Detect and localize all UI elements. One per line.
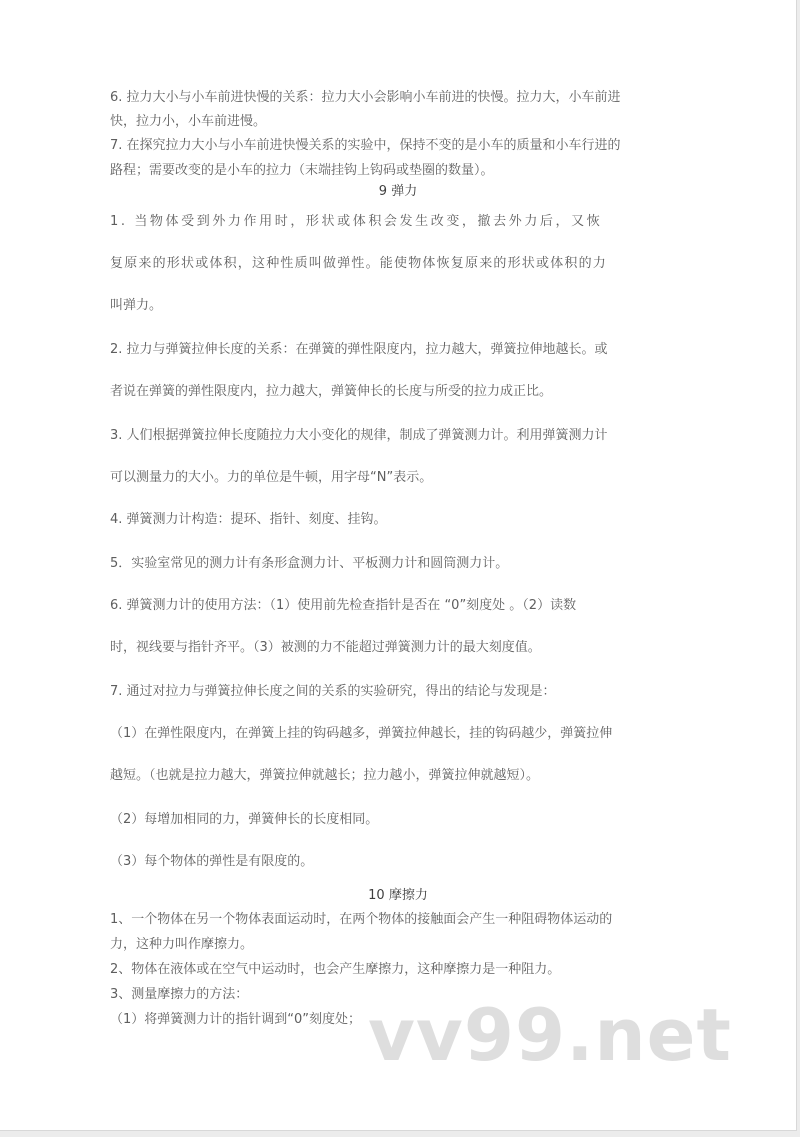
section-heading-10: 10 摩擦力 (368, 888, 428, 903)
text-line: 1、一个物体在另一个物体表面运动时，在两个物体的接触面会产生一种阻碍物体运动的 (110, 912, 613, 927)
text-line: 1. 当物体受到外力作用时，形状或体积会发生改变，撤去外力后，又恢 (110, 214, 603, 229)
text-line: 快，拉力小，小车前进慢。 (110, 114, 267, 129)
section-heading-9: 9 弹力 (378, 184, 418, 199)
text-line: 越短。（也就是拉力越大，弹簧拉伸就越长；拉力越小，弹簧拉伸就越短）。 (110, 768, 540, 783)
text-line: 力，这种力叫作摩擦力。 (110, 937, 254, 952)
text-line: 5．实验室常见的测力计有条形盒测力计、平板测力计和圆筒测力计。 (110, 556, 509, 571)
text-line: 叫弹力。 (110, 298, 163, 313)
text-line: 6. 弹簧测力计的使用方法：（1）使用前先检查指针是否在 “0”刻度处 。（2）读数 (110, 598, 577, 613)
text-line: 可以测量力的大小。力的单位是牛顿，用字母“N”表示。 (110, 470, 433, 485)
text-line: （3）每个物体的弹性是有限度的。 (110, 854, 314, 869)
text-line: （1）在弹性限度内，在弹簧上挂的钩码越多，弹簧拉伸越长，挂的钩码越少，弹簧拉伸 (110, 726, 613, 741)
text-line: 者说在弹簧的弹性限度内，拉力越大，弹簧伸长的长度与所受的拉力成正比。 (110, 384, 553, 399)
text-line: （2）每增加相同的力，弹簧伸长的长度相同。 (110, 812, 379, 827)
text-line: 2. 拉力与弹簧拉伸长度的关系：在弹簧的弹性限度内，拉力越大，弹簧拉伸地越长。或 (110, 342, 608, 357)
text-line: 2、物体在液体或在空气中运动时，也会产生摩擦力，这种摩擦力是一种阻力。 (110, 962, 561, 977)
text-line: 3、测量摩擦力的方法： (110, 987, 249, 1002)
text-line: 路程；需要改变的是小车的拉力（末端挂钩上钩码或垫圈的数量）。 (110, 163, 494, 178)
text-line: 6. 拉力大小与小车前进快慢的关系：拉力大小会影响小车前进的快慢。拉力大，小车前进 (110, 90, 621, 105)
text-line: 7. 通过对拉力与弹簧拉伸长度之间的关系的实验研究，得出的结论与发现是： (110, 684, 556, 699)
text-line: （1）将弹簧测力计的指针调到“0”刻度处； (110, 1012, 362, 1027)
text-line: 复原来的形状或体积，这种性质叫做弹性。能使物体恢复原来的形状或体积的力 (110, 256, 608, 271)
text-line: 时，视线要与指针齐平。（3）被测的力不能超过弹簧测力计的最大刻度值。 (110, 640, 541, 655)
watermark: vv99.net (368, 993, 732, 1077)
text-line: 3. 人们根据弹簧拉伸长度随拉力大小变化的规律，制成了弹簧测力计。利用弹簧测力计 (110, 428, 608, 443)
text-line: 7. 在探究拉力大小与小车前进快慢关系的实验中，保持不变的是小车的质量和小车行进的 (110, 138, 621, 153)
text-line: 4. 弹簧测力计构造：提环、指针、刻度、挂钩。 (110, 512, 387, 527)
